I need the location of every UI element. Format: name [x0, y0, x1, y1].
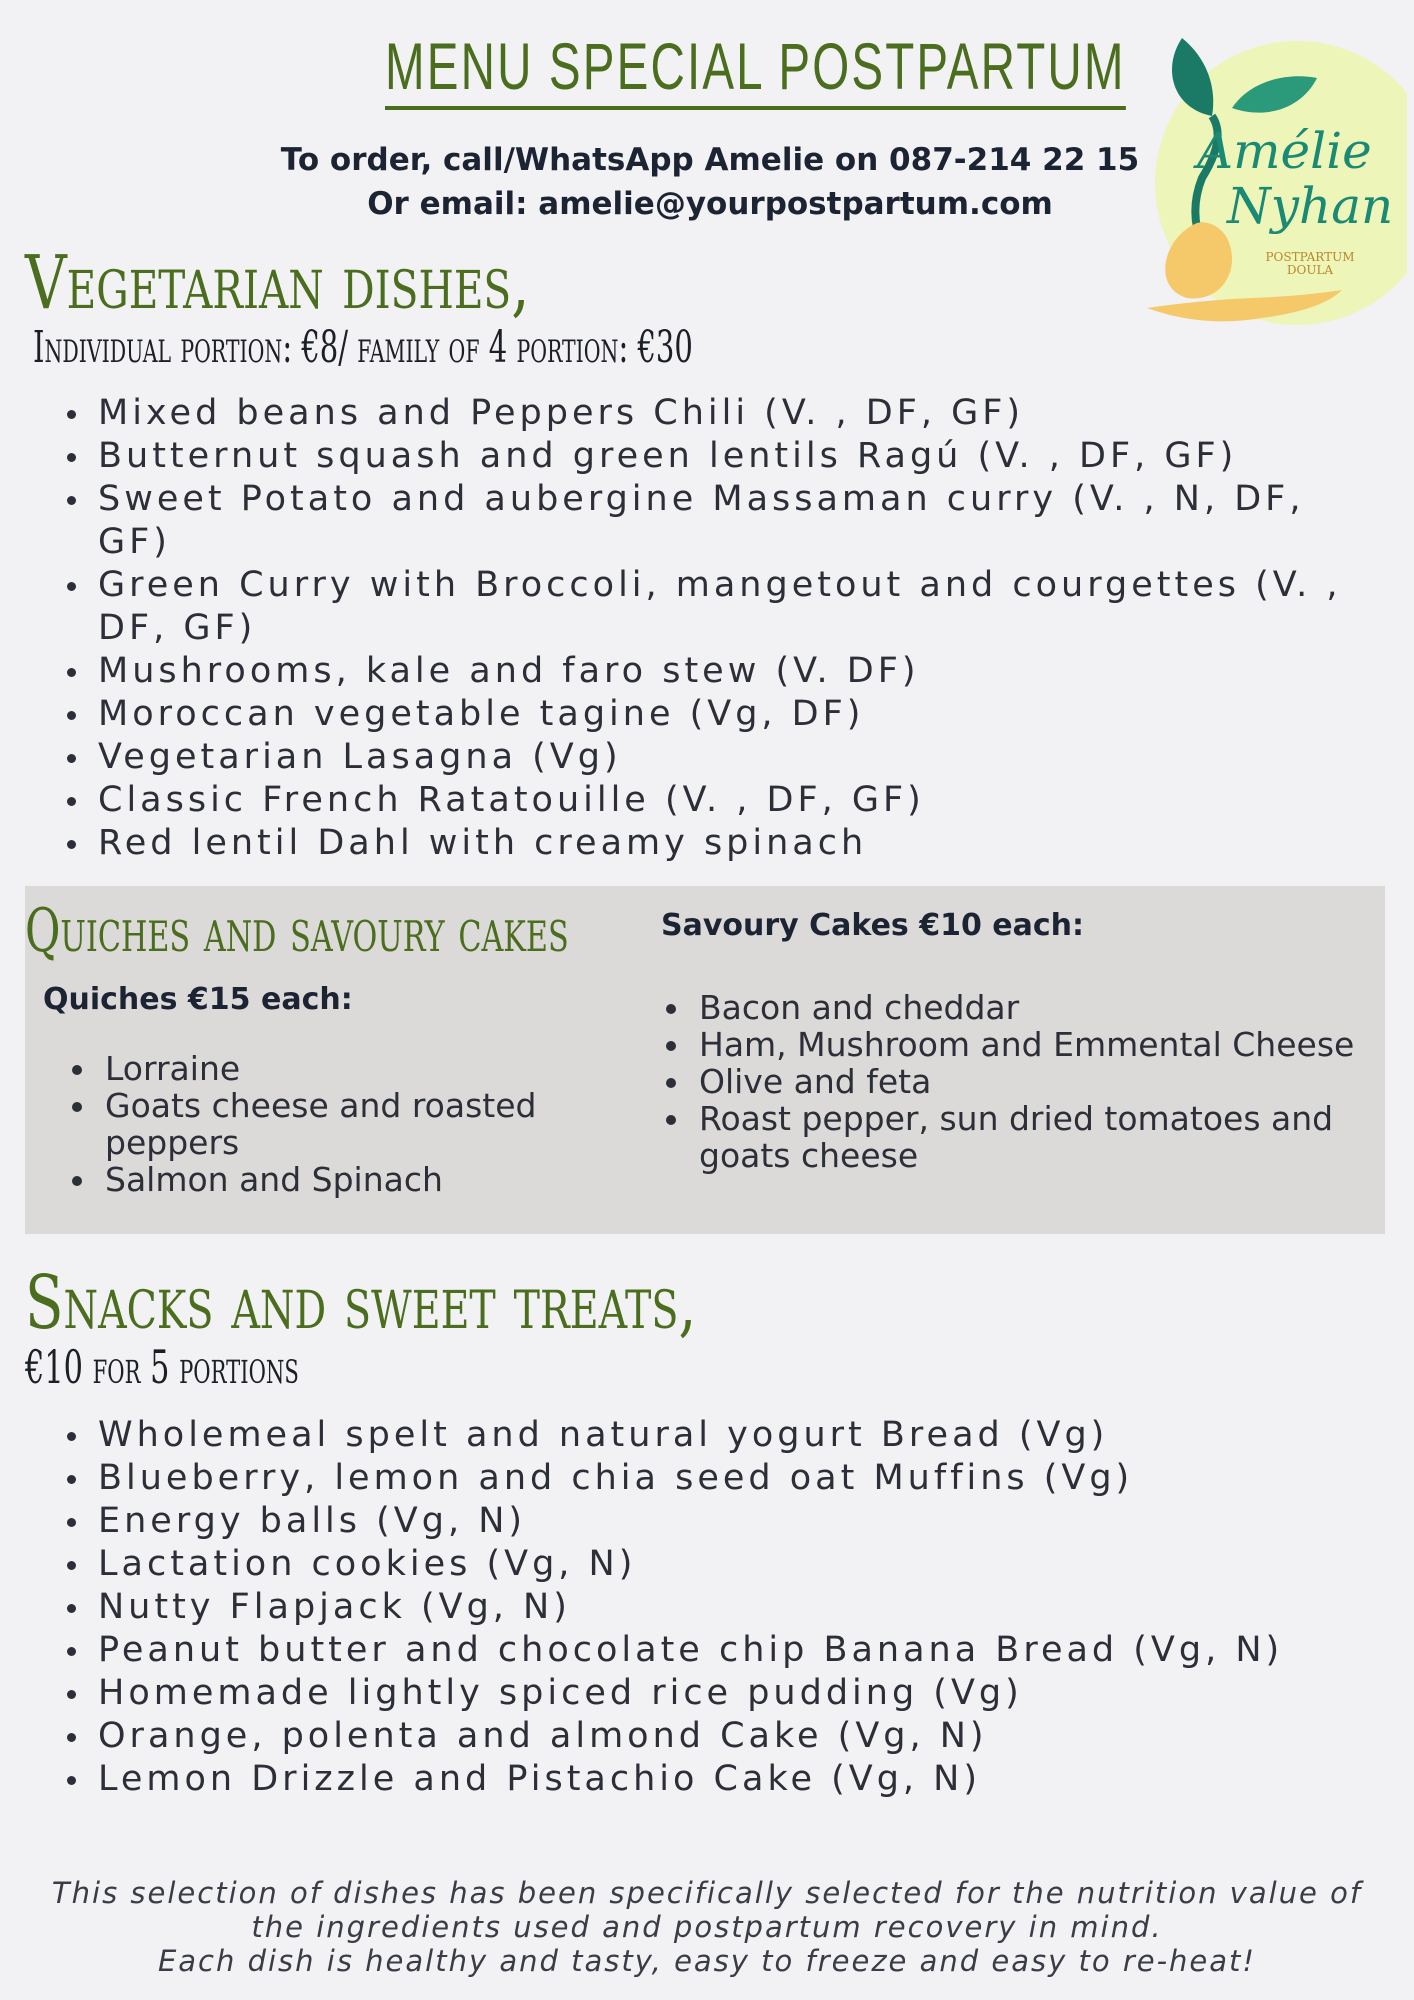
- contact-phone: To order, call/WhatsApp Amelie on 087-214 22 15: [280, 142, 1140, 178]
- cakes-price-label: Savoury Cakes €10 each:: [661, 908, 1085, 943]
- menu-item: • Moroccan vegetable tagine (Vg, DF): [92, 693, 1392, 736]
- vegetarian-pricing: Individual portion: €8/ family of 4 portion: €30: [33, 322, 693, 373]
- amelie-nyhan-logo: [1142, 28, 1407, 338]
- footer-line3: Each dish is healthy and tasty, easy to freeze and easy to re-heat!: [157, 1944, 1257, 1978]
- logo-name-line1: Amélie: [1197, 122, 1372, 180]
- snacks-list: [50, 1414, 1392, 1801]
- menu-item: • Green Curry with Broccoli, mangetout and courgettes (V. , DF, GF): [92, 564, 1392, 650]
- logo-tagline2: DOULA: [1286, 263, 1334, 277]
- footer-line2: the ingredients used and postpartum recovery in mind.: [251, 1910, 1163, 1944]
- quiche-item: • Lorraine: [99, 1050, 619, 1087]
- snack-item: • Peanut butter and chocolate chip Banana Bread (Vg, N): [92, 1629, 1392, 1672]
- savoury-cake-item: • Ham, Mushroom and Emmental Cheese: [693, 1026, 1413, 1063]
- quiches-panel: [25, 886, 1385, 1234]
- menu-item: • Classic French Ratatouille (V. , DF, GF): [92, 779, 1392, 822]
- quiche-item: • Salmon and Spinach: [99, 1161, 619, 1198]
- vegetarian-heading: Vegetarian dishes,: [25, 240, 530, 326]
- savoury-cake-item: • Bacon and cheddar: [693, 989, 1413, 1026]
- footer-line1: This selection of dishes has been specifically selected for the nutrition value of: [51, 1876, 1363, 1910]
- quiche-item: • Goats cheese and roasted peppers: [99, 1087, 619, 1161]
- savoury-cake-item: • Olive and feta: [693, 1063, 1413, 1100]
- page-title: MENU SPECIAL POSTPARTUM: [385, 28, 1126, 110]
- snack-item: • Blueberry, lemon and chia seed oat Muffins (Vg): [92, 1457, 1392, 1500]
- snack-item: • Wholemeal spelt and natural yogurt Bread (Vg): [92, 1414, 1392, 1457]
- snack-item: • Lactation cookies (Vg, N): [92, 1543, 1392, 1586]
- snack-item: • Nutty Flapjack (Vg, N): [92, 1586, 1392, 1629]
- vegetarian-list: [50, 392, 1392, 865]
- contact-info: [240, 138, 1180, 226]
- quiches-heading: Quiches and savoury cakes: [25, 896, 569, 966]
- logo-name-line2: Nyhan: [1227, 177, 1394, 235]
- menu-item: • Mixed beans and Peppers Chili (V. , DF, GF): [92, 392, 1392, 435]
- quiches-price-label: Quiches €15 each:: [43, 982, 353, 1017]
- savoury-cake-item: • Roast pepper, sun dried tomatoes and goats cheese: [693, 1100, 1413, 1174]
- menu-item: • Sweet Potato and aubergine Massaman curry (V. , N, DF, GF): [92, 478, 1392, 564]
- snack-item: • Energy balls (Vg, N): [92, 1500, 1392, 1543]
- leaf-icon: [1172, 38, 1213, 116]
- snacks-heading: Snacks and sweet treats,: [25, 1260, 697, 1346]
- quiches-list: [63, 1050, 619, 1198]
- savoury-cakes-list: [657, 989, 1413, 1174]
- snack-item: • Lemon Drizzle and Pistachio Cake (Vg, N): [92, 1758, 1392, 1801]
- menu-item: • Butternut squash and green lentils Ragú (V. , DF, GF): [92, 435, 1392, 478]
- contact-email: Or email: amelie@yourpostpartum.com: [367, 186, 1053, 222]
- logo-tagline1: POSTPARTUM: [1265, 250, 1355, 264]
- menu-item: • Vegetarian Lasagna (Vg): [92, 736, 1392, 779]
- menu-item: • Mushrooms, kale and faro stew (V. DF): [92, 650, 1392, 693]
- snack-item: • Homemade lightly spiced rice pudding (Vg): [92, 1672, 1392, 1715]
- menu-item: • Red lentil Dahl with creamy spinach: [92, 822, 1392, 865]
- footer-note: [30, 1876, 1384, 1978]
- snack-item: • Orange, polenta and almond Cake (Vg, N): [92, 1715, 1392, 1758]
- snacks-pricing: €10 for 5 portions: [25, 1340, 299, 1394]
